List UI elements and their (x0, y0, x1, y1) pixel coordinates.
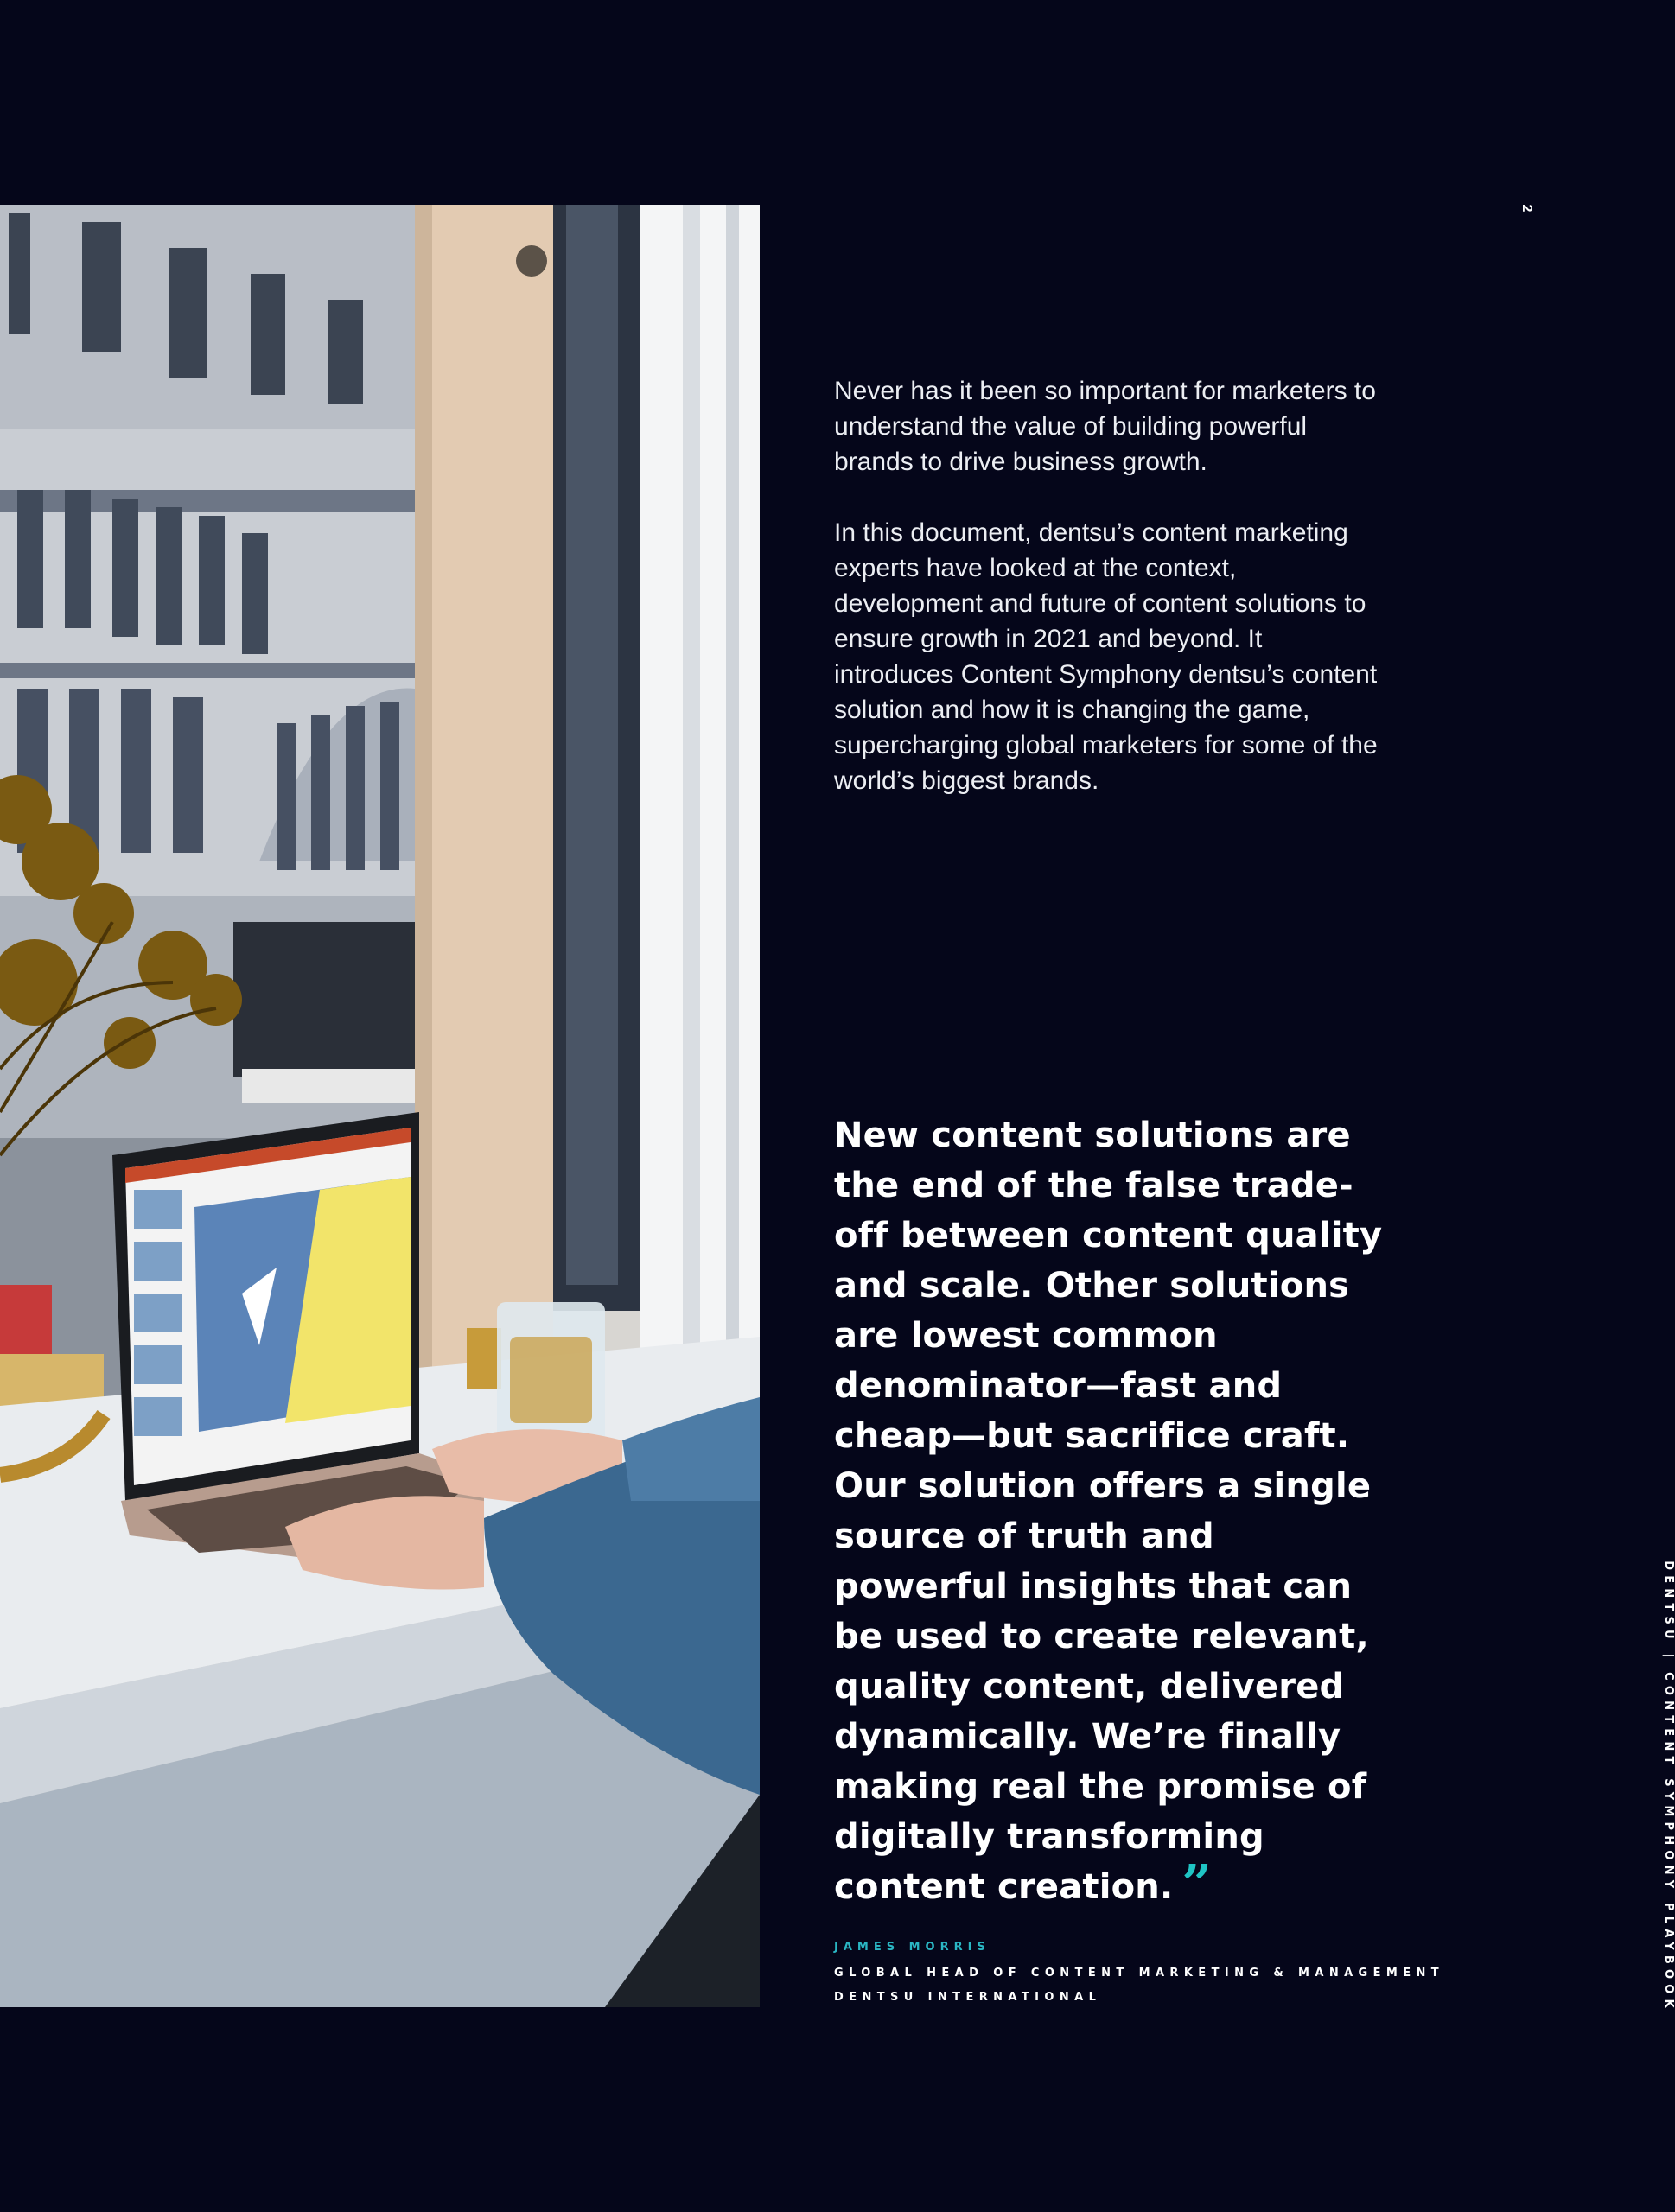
hero-photo (0, 205, 760, 2007)
pull-quote-text: New content solutions are the end of the false trade-off between content quality and scale. Other solutions are lowest common denominator—fast and cheap—but sacrifice craft. Our solution offers a single source of truth and powerful insights that can be used to create relevant, quality content, delivered dynamically. We’re finally making real the promise of digitally transforming content creation. (834, 1116, 1383, 1907)
attribution-organization: DENTSU INTERNATIONAL (834, 1991, 1102, 2004)
quote-mark-icon: ” (1181, 1854, 1207, 1915)
intro-paragraph: Never has it been so important for marketers to understand the value of building powerful brands to drive business growth. (834, 377, 1376, 476)
document-side-title: DENTSU | CONTENT SYMPHONY PLAYBOOK (1662, 1560, 1675, 2013)
photo-laptop-window-icon (0, 205, 760, 2007)
attribution-role: GLOBAL HEAD OF CONTENT MARKETING & MANAGEMENT (834, 1967, 1445, 1980)
pull-quote (834, 1110, 1387, 1915)
page-number: 2 (1519, 204, 1534, 213)
intro-paragraph: In this document, dentsu’s content marketing experts have looked at the context, development and future of content solutions to ensure growth in 2021 and beyond. It introduces Content Symphony dentsu’s content solution and how it is changing the game, supercharging global marketers for some of the world’s biggest brands. (834, 518, 1378, 795)
intro-text (834, 373, 1387, 834)
attribution-name: JAMES MORRIS (834, 1941, 990, 1954)
